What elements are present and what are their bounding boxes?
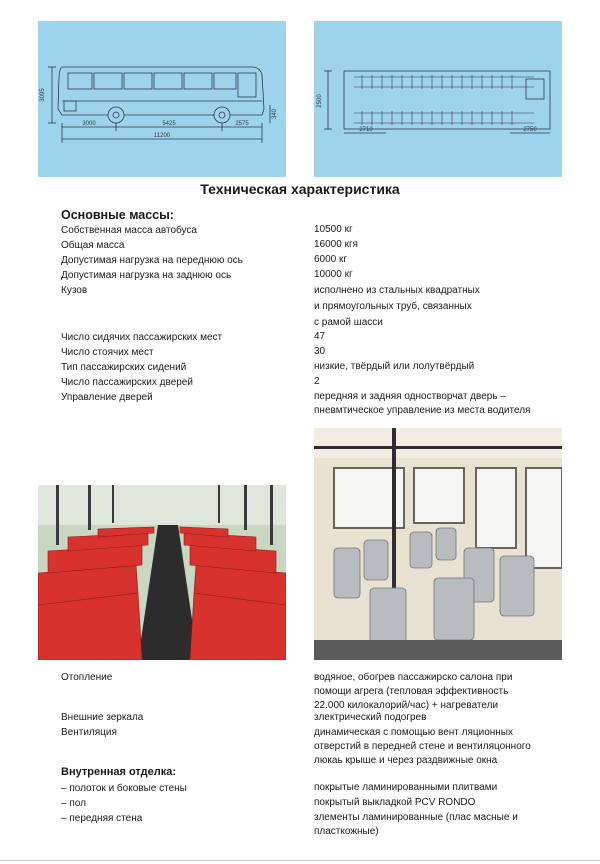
interior-row-value: покрытые ламинированными плитвами [314, 782, 498, 793]
dim-right: 2750 [523, 127, 537, 133]
ventilation-value-line: отверстий в передней стене и вентиляцонного [314, 741, 531, 752]
heating-label: Отопление [61, 672, 113, 683]
mass-row-label: Допустимая нагрузка на заднюю ось [61, 270, 232, 281]
bottom-divider [0, 860, 600, 861]
mass-row-value: 10500 кг [314, 224, 353, 235]
dim-wheelbase: 5425 [162, 121, 176, 127]
interior-row-value: пласткожные) [314, 826, 379, 837]
seats-row-label: Число сидячих пассажирских мест [61, 332, 223, 343]
mass-row-value: 10000 кг [314, 269, 353, 280]
dim-height: 3095 [40, 88, 46, 102]
mass-row-label: Допустимая нагрузка на переднюю ось [61, 255, 243, 266]
body-label: Кузов [61, 285, 88, 296]
body-value-line: исполнено из стальных квадратных [314, 285, 480, 296]
mirrors-label: Внешние зеркала [61, 712, 144, 723]
interior-row-label: – передняя стена [61, 813, 143, 824]
top-view-drawing [314, 21, 562, 177]
seats-row-label: Тип пассажирских сидений [61, 362, 187, 373]
dim-length: 11200 [153, 133, 171, 139]
dim-rear: 2575 [235, 121, 249, 127]
seats-row-value: низкие, твёрдый или лолутвёрдый [314, 361, 475, 372]
seats-row-value: 30 [314, 346, 326, 357]
heating-value-line: водяное, обогрев пассажирско салона при [314, 672, 513, 683]
interior-row-value: злементы ламинированные (плас масные и [314, 812, 518, 823]
mass-row-value: 16000 кгя [314, 239, 358, 250]
main-masses-heading: Основные массы: [61, 208, 174, 222]
interior-row-label: – пол [61, 798, 86, 809]
interior-heading: Внутренная отделка: [61, 766, 177, 778]
seats-row-label: Число стоячих мест [61, 347, 154, 358]
seats-row-value: 47 [314, 331, 326, 342]
doors-value-line: пневмтическое управление из места водителя [314, 405, 531, 416]
ventilation-value-line: люкаь крыше и через раздвижные окна [314, 755, 498, 766]
mass-row-label: Общая масса [61, 240, 125, 251]
seats-row-label: Число пассажирских дверей [61, 377, 193, 388]
interior-row-label: – полоток и боковые стены [61, 783, 187, 794]
interior-row-value: покрытый выкладкой PCV RONDO [314, 797, 476, 808]
side-view-drawing [38, 21, 286, 177]
dim-width: 2500 [317, 94, 323, 108]
ventilation-value-line: динамическая с помощью вент ляционных [314, 727, 513, 738]
doors-label: Управление дверей [61, 392, 153, 403]
interior-photo-grey-seats [314, 428, 562, 660]
ventilation-label: Вентиляция [61, 727, 117, 738]
dim-right: 340 [272, 108, 278, 120]
heating-value-line: 22.000 килокалорий/час) + нагреватели [314, 700, 499, 711]
dim-left: 2710 [359, 127, 373, 133]
dim-front: 3000 [82, 121, 96, 127]
interior-photo-red-seats [38, 485, 286, 660]
body-value-line: и прямоугольных труб, связанных [314, 301, 472, 312]
mass-row-value: 6000 кг [314, 254, 348, 265]
seats-row-value: 2 [314, 376, 320, 387]
mirrors-value: злектрический подогрев [314, 712, 427, 723]
page-title: Техническая характеристика [200, 181, 400, 197]
body-value-line: с рамой шасси [314, 317, 383, 328]
doors-value-line: передняя и задняя одностворчат дверь – [314, 391, 506, 402]
mass-row-label: Собственная масса автобуса [61, 225, 197, 236]
heating-value-line: помощи агрега (тепловая эффективность [314, 686, 509, 697]
